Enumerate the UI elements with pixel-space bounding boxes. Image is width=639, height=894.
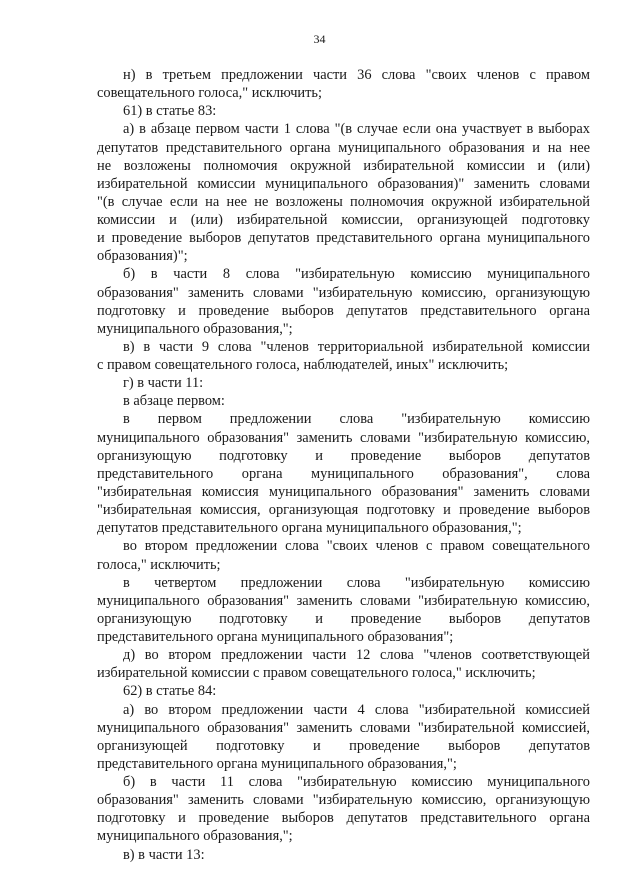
text-line: в) в части 13: [123, 846, 205, 863]
text-line: представительного органа муниципального образования", слова [97, 465, 590, 482]
text-line: совещательного голоса," исключить; [97, 85, 322, 102]
text-line: организующую подготовку и проведение выборов депутатов [97, 447, 590, 464]
text-line: образования)"; [97, 248, 188, 265]
text-line: в абзаце первом: [123, 393, 225, 410]
text-line: а) в абзаце первом части 1 слова "(в случае если она участвует в выборах [123, 121, 590, 138]
text-line: представительного органа муниципального образования"; [97, 629, 454, 646]
text-line: д) во втором предложении части 12 слова "членов соответствующей [123, 647, 590, 664]
text-line: с правом совещательного голоса, наблюдателей, иных" исключить; [97, 357, 509, 374]
text-line: муниципального образования,"; [97, 828, 293, 845]
text-line: 62) в статье 84: [123, 683, 217, 700]
text-line: г) в части 11: [123, 375, 204, 392]
text-line: муниципального образования" заменить словами "избирательную комиссию, [97, 429, 590, 446]
text-line: "избирательная комиссия муниципального образования" заменить словами [97, 483, 590, 500]
text-line: депутатов представительного органа муниципального образования и на нее [97, 139, 590, 156]
text-line: не возложены полномочия окружной избирательной комиссии и (или) [97, 157, 590, 174]
text-line: муниципального образования,"; [97, 320, 293, 337]
text-line: подготовку и проведение выборов депутатов представительного органа [97, 302, 590, 319]
text-line: комиссии и (или) избирательной комиссии, организующей подготовку [97, 212, 590, 229]
text-line: организующей подготовку и проведение выборов депутатов [97, 737, 590, 754]
text-line: во втором предложении слова "своих членов с правом совещательного [123, 538, 590, 555]
text-line: "избирательная комиссия, организующая подготовку и проведение выборов [97, 502, 590, 519]
page-number: 34 [313, 32, 326, 46]
text-line: б) в части 11 слова "избирательную комиссию муниципального [123, 774, 590, 791]
text-line: 61) в статье 83: [123, 103, 217, 120]
text-line: избирательной комиссии с правом совещательного голоса," исключить; [97, 665, 536, 682]
text-line: образования" заменить словами "избирательную комиссию, организующую [97, 792, 590, 809]
text-line: муниципального образования" заменить словами "избирательную комиссию, [97, 592, 590, 609]
text-line: н) в третьем предложении части 36 слова "своих членов с правом [123, 67, 590, 83]
text-line: в) в части 9 слова "членов территориальной избирательной комиссии [123, 338, 590, 355]
text-line: в четвертом предложении слова "избирательную комиссию [123, 574, 590, 591]
text-line: депутатов представительного органа муниципального образования,"; [97, 520, 522, 537]
text-line: и проведение выборов депутатов представительного органа муниципального [97, 230, 590, 247]
text-line: а) во втором предложении части 4 слова "избирательной комиссией [123, 701, 590, 718]
text-line: в первом предложении слова "избирательную комиссию [123, 411, 590, 428]
text-line: "(в случае если на нее не возложены полномочия окружной избирательной [97, 193, 590, 210]
text-line: избирательной комиссии муниципального образования)" заменить словами [97, 175, 590, 192]
text-line: подготовку и проведение выборов депутатов представительного органа [97, 810, 590, 827]
text-line: представительного органа муниципального образования,"; [97, 755, 457, 772]
text-line: голоса," исключить; [97, 556, 221, 573]
text-line: б) в части 8 слова "избирательную комиссию муниципального [123, 266, 590, 283]
text-line: муниципального образования" заменить словами "избирательной комиссией, [97, 719, 590, 736]
text-line: организующую подготовку и проведение выборов депутатов [97, 610, 590, 627]
text-line: образования" заменить словами "избирательную комиссию, организующую [97, 284, 590, 301]
